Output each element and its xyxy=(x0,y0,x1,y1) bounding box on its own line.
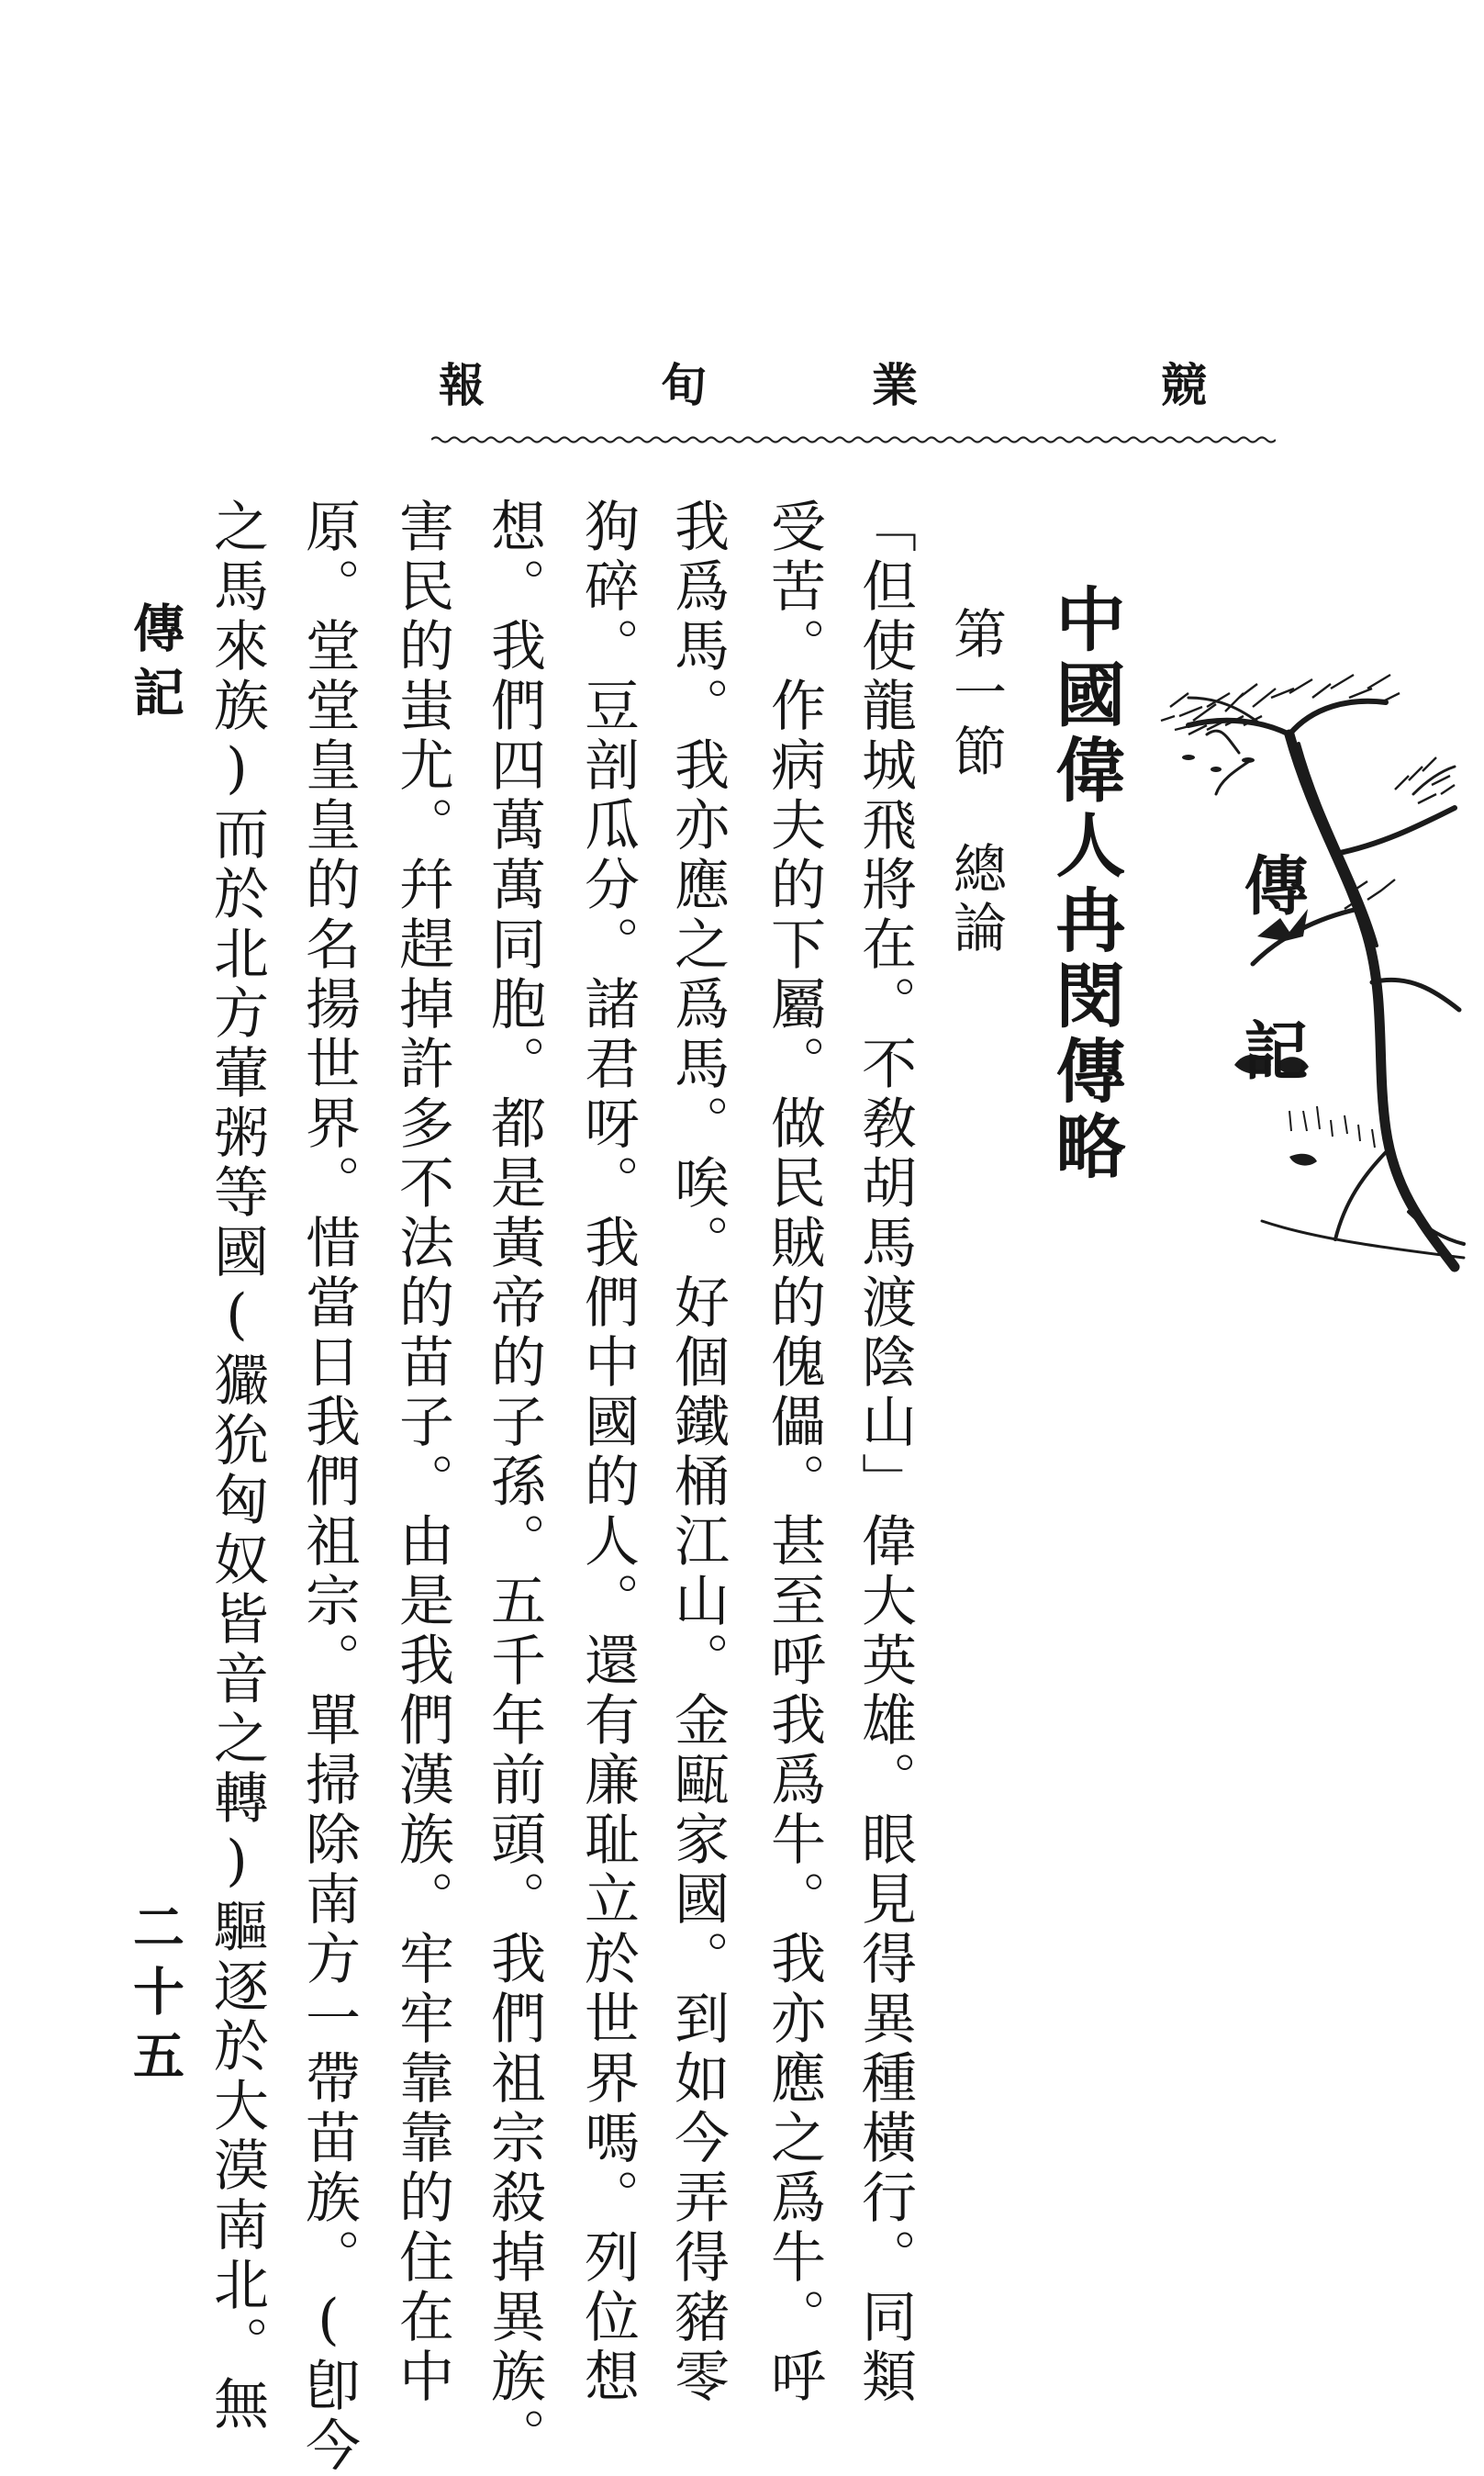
masthead-char-1: 競 xyxy=(1161,358,1207,412)
page-number: 二十五 xyxy=(125,1900,185,2093)
body-column: 之馬來族)而於北方葷粥等國(玁狁匈奴皆音之轉)驅逐於大漠南北。無 xyxy=(205,498,269,2435)
masthead-char-2: 業 xyxy=(872,358,918,412)
masthead-char-3: 旬 xyxy=(661,358,707,412)
body-column: 受苦。作病夫的下屬。做民賊的傀儡。甚至呼我爲牛。我亦應之爲牛。呼 xyxy=(762,498,826,2407)
body-column: 害民的蚩尤。幷趕掉許多不法的苗子。由是我們漢族。牢牢靠靠的住在中 xyxy=(390,498,454,2407)
body-column: 我爲馬。我亦應之爲馬。唉。好個鐵桶江山。金甌家國。到如今弄得豬零 xyxy=(665,498,730,2407)
section-label: 傳 記 xyxy=(1233,852,1310,1100)
article-title: 中國偉人冉閔傳略 xyxy=(1044,583,1126,1185)
decorative-wavy-rule xyxy=(431,435,1276,444)
masthead-char-4: 報 xyxy=(439,358,485,412)
section-heading: 第一節 總論 xyxy=(944,606,1007,958)
body-column: 原。堂堂皇皇的名揚世界。惜當日我們祖宗。單掃除南方一帶苗族。(卽今 xyxy=(296,498,361,2476)
body-column: 狗碎。豆剖瓜分。諸君呀。我們中國的人。還有廉耻立於世界嗎。列位想 xyxy=(575,498,640,2407)
running-title: 傳記 xyxy=(125,601,185,730)
body-column: 想。我們四萬萬同胞。都是黃帝的子孫。五千年前頭。我們祖宗殺掉異族。 xyxy=(482,498,546,2467)
body-column: 「但使龍城飛將在。不敎胡馬渡陰山」偉大英雄。眼見得異種橫行。同類 xyxy=(853,498,917,2407)
